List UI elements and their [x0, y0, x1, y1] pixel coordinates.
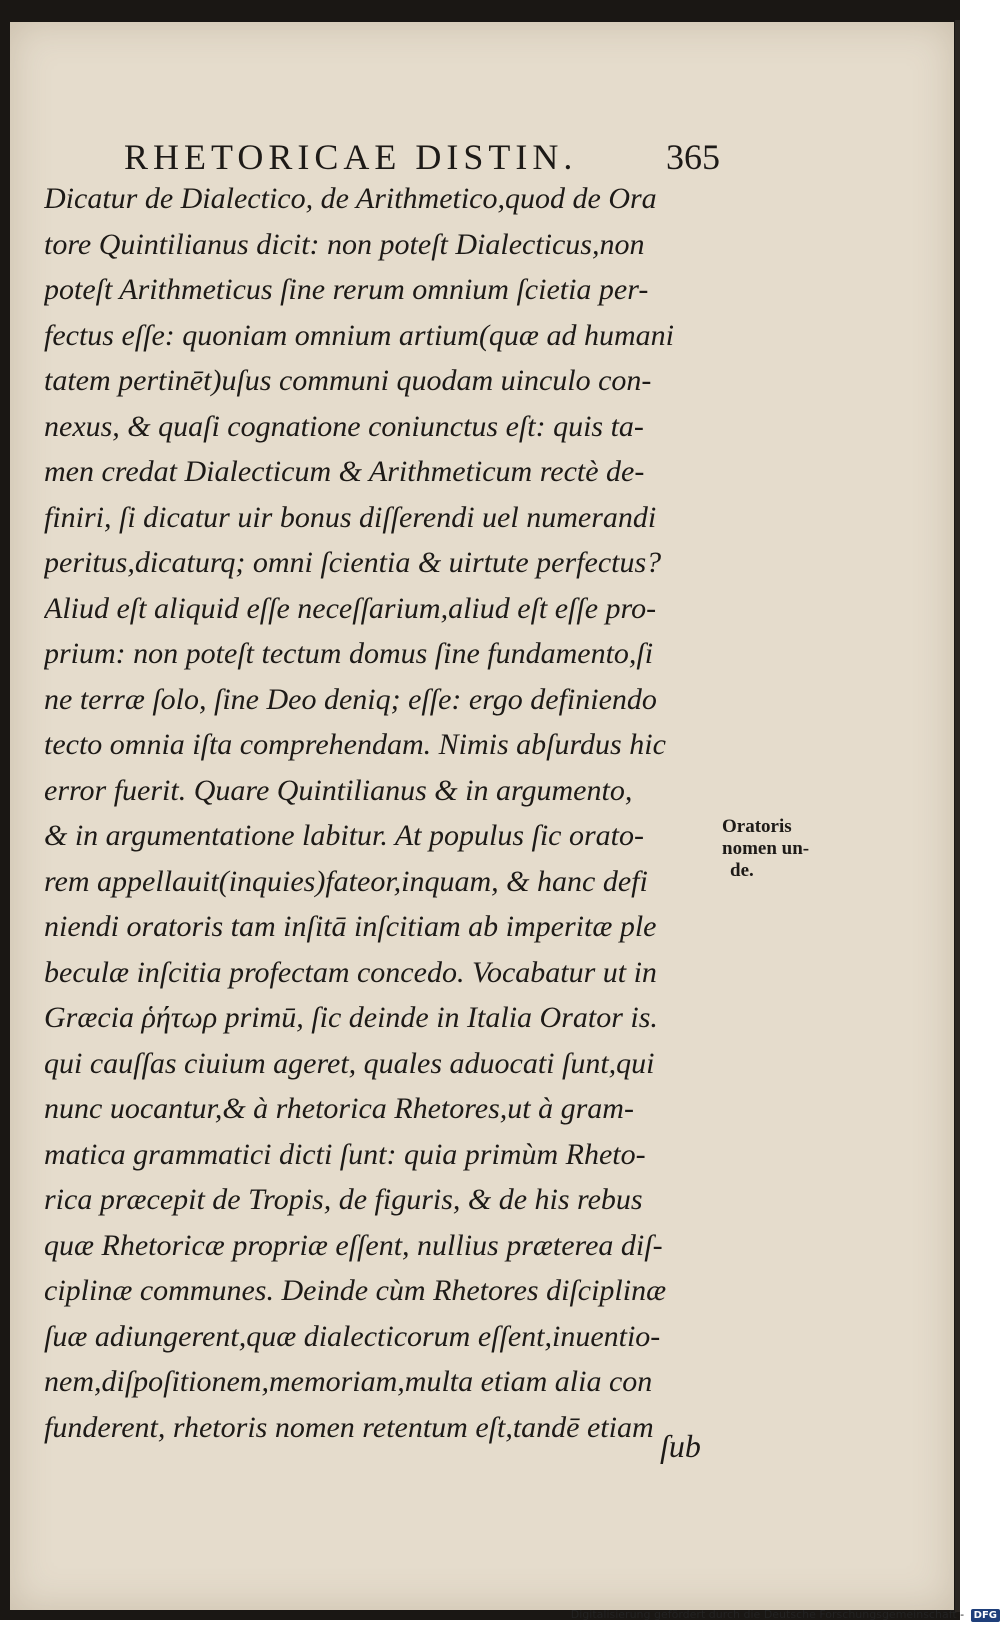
- footer-text: Digitalisierung gefördert durch die Deutsche Forschungsgemeinschaft -: [570, 1608, 965, 1621]
- dfg-logo: DFG: [971, 1609, 1000, 1622]
- text-line: rem appellauit(inquies)fateor,inquam, & hanc defi: [44, 864, 648, 898]
- text-line: matica grammatici dicti ſunt: quia primùm Rheto-: [44, 1137, 646, 1171]
- page-header: [120, 128, 720, 178]
- catchword: ſub: [660, 1428, 701, 1464]
- text-line: error fuerit. Quare Quintilianus & in argumento,: [44, 773, 633, 807]
- text-line: nunc uocantur,& à rhetorica Rhetores,ut à gram-: [44, 1092, 634, 1125]
- text-line: beculæ inſcitia profectam concedo. Vocabatur ut in: [44, 955, 657, 989]
- margin-note-line: de.: [730, 860, 754, 881]
- text-line: men credat Dialecticum & Arithmeticum rectè de-: [44, 455, 645, 488]
- text-line: Dicatur de Dialectico, de Arithmetico,quod de Ora: [44, 182, 657, 215]
- text-line: Aliud eſt aliquid eſſe neceſſarium,aliud eſt eſſe pro-: [44, 591, 657, 625]
- running-head: RHETORICAE DISTIN.: [124, 137, 578, 177]
- text-line: finiri, ſi dicatur uir bonus diſſerendi uel numerandi: [44, 500, 657, 534]
- text-line: prium: non poteſt tectum domus ſine fundamento,ſi: [44, 637, 654, 670]
- margin-note-line: nomen un-: [722, 838, 810, 859]
- text-line: & in argumentatione labitur. At populus ſic orato-: [44, 819, 644, 852]
- digitization-footer: [560, 1608, 1000, 1628]
- text-line: rica præcepit de Tropis, de figuris, & de his rebus: [44, 1183, 643, 1216]
- text-line: nexus, & quaſi cognatione coniunctus eſt: quis ta-: [44, 409, 644, 443]
- text-line: fectus eſſe: quoniam omnium artium(quæ ad humani: [44, 318, 674, 352]
- text-line: ne terræ ſolo, ſine Deo deniq; eſſe: ergo definiendo: [44, 682, 657, 716]
- text-line: niendi oratoris tam inſitā inſcitiam ab imperitæ ple: [44, 910, 657, 943]
- text-line: quæ Rhetoricæ propriæ eſſent, nullius præterea diſ-: [44, 1228, 663, 1262]
- margin-note: [722, 816, 842, 882]
- text-line: qui cauſſas ciuium ageret, quales aduocati ſunt,qui: [44, 1046, 655, 1080]
- page-edge: [955, 20, 960, 1612]
- text-line: ciplinæ communes. Deinde cùm Rhetores diſciplinæ: [44, 1274, 667, 1307]
- text-line: Græcia ῥήτωρ primū, ſic deinde in Italia Orator is.: [44, 1001, 658, 1034]
- text-line: tecto omnia iſta comprehendam. Nimis abſurdus hic: [44, 728, 666, 761]
- margin-note-line: Oratoris: [722, 816, 792, 837]
- text-line: poteſt Arithmeticus ſine rerum omnium ſcietia per-: [44, 273, 649, 306]
- text-line: peritus,dicaturq; omni ſcientia & uirtute perfectus?: [44, 546, 662, 579]
- page-number: 365: [666, 137, 720, 177]
- body-text: [44, 176, 724, 1450]
- text-line: tore Quintilianus dicit: non poteſt Dialecticus,non: [44, 227, 645, 261]
- text-line: funderent, rhetoris nomen retentum eſt,tandē etiam: [44, 1410, 654, 1444]
- text-line: ſuæ adiungerent,quæ dialecticorum eſſent,inuentio-: [44, 1319, 661, 1353]
- text-line: nem,diſpoſitionem,memoriam,multa etiam alia con: [44, 1365, 653, 1398]
- text-line: tatem pertinēt)uſus communi quodam uinculo con-: [44, 364, 652, 397]
